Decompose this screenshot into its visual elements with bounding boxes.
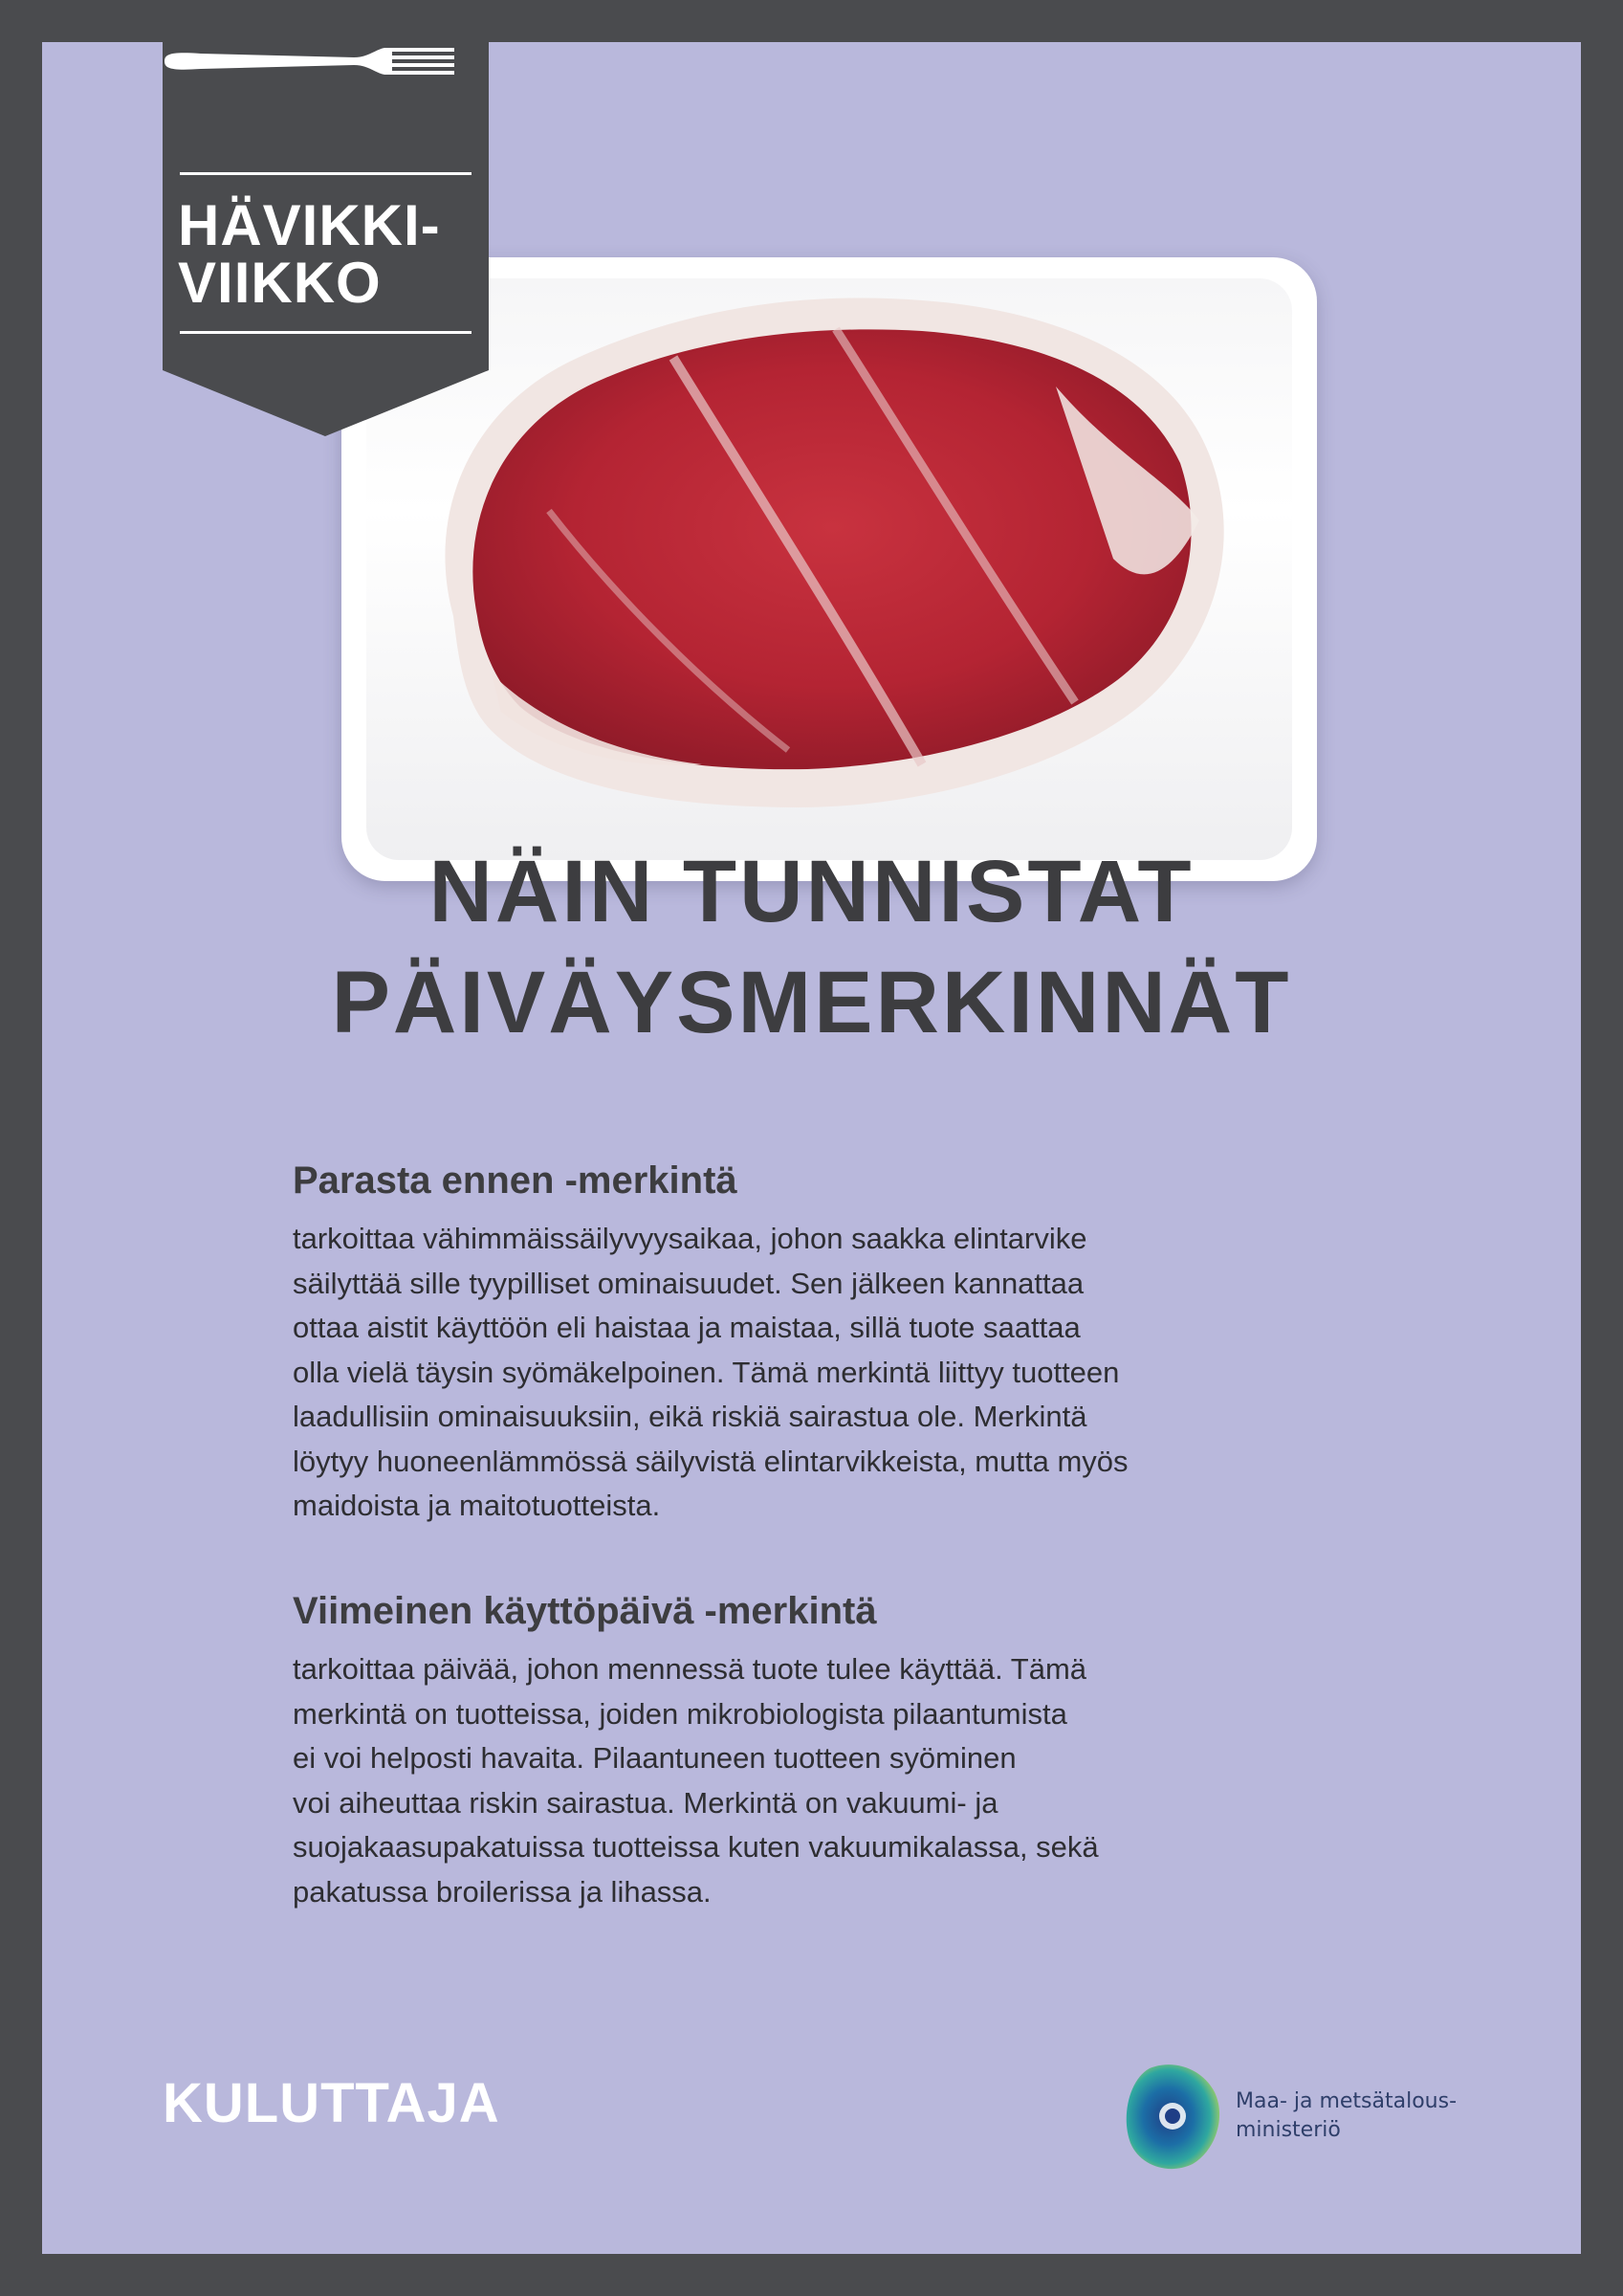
headline-line2: PÄIVÄYSMERKINNÄT <box>331 954 1292 1051</box>
section-viimeinen-kayttopaiva <box>293 1588 1364 1914</box>
ministry-name-line2: ministeriö <box>1236 2118 1341 2142</box>
ministry-name <box>1236 2087 1457 2145</box>
section-parasta-ennen <box>293 1158 1364 1529</box>
section-title: Viimeinen käyttöpäivä -merkintä <box>293 1590 877 1632</box>
section-body: tarkoittaa vähimmäissäilyvyysaikaa, johon saakka elintarvike säilyttää sille tyypilliset ominaisuudet. Sen jälkeen kannattaa ottaa aistit käyttöön eli haistaa ja maistaa, sillä tuote saattaa olla vielä täysin syömäkelpoinen. Tämä merkintä liittyy tuotteen laadullisiin ominaisuuksiin, eikä riskiä sairastua ole. Merkintä löytyy huoneenlämmössä säilyvistä elintarvikkeista, mutta myös maidoista ja maitotuotteista. <box>293 1222 1129 1522</box>
headline-line1: NÄIN TUNNISTAT <box>428 843 1195 940</box>
havikkiviikko-banner <box>163 42 489 436</box>
ministry-name-line1: Maa- ja metsätalous- <box>1236 2089 1458 2113</box>
banner-title-line1: HÄVIKKI- <box>178 193 441 257</box>
section-body: tarkoittaa päivää, johon mennessä tuote tulee käyttää. Tämä merkintä on tuotteissa, joiden mikrobiologista pilaantumista ei voi helposti havaita. Pilaantuneen tuotteen syöminen voi aiheuttaa riskin sairastua. Merkintä on vakuumi- ja suojakaasupakatuissa tuotteissa kuten vakuumikalassa, sekä pakatussa broilerissa ja lihassa. <box>293 1652 1099 1909</box>
poster <box>42 42 1581 2254</box>
section-title: Parasta ennen -merkintä <box>293 1159 737 1202</box>
meat-image <box>386 272 1285 884</box>
fork-icon <box>163 42 454 80</box>
banner-title <box>178 193 441 315</box>
banner-rule-bottom <box>180 331 472 334</box>
banner-title-line2: VIIKKO <box>178 251 382 315</box>
brand-kuluttaja: KULUTTAJA <box>163 2072 500 2134</box>
headline <box>42 836 1581 1058</box>
banner-rule-top <box>180 172 472 175</box>
ministry-logo-icon <box>1121 2059 1226 2172</box>
